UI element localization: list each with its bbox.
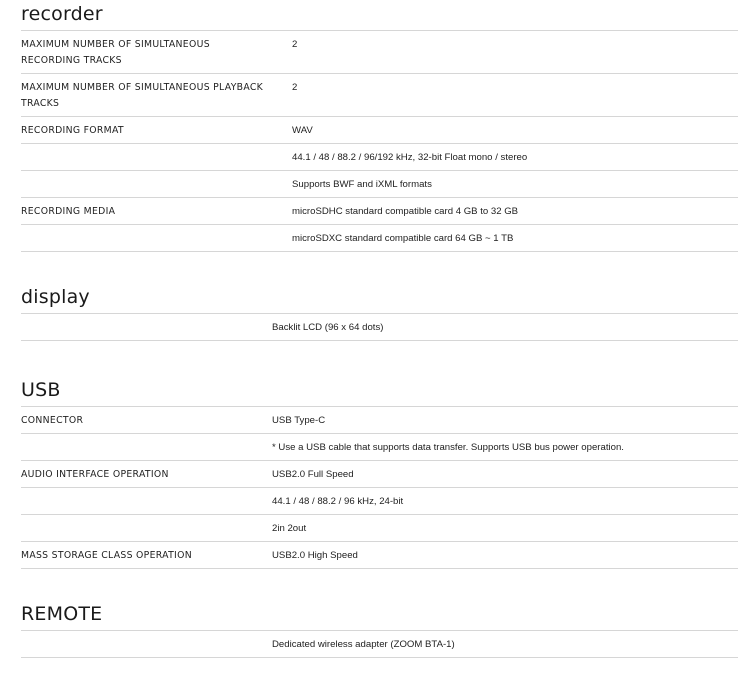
section-usb [21,376,738,569]
spec-key [21,488,272,515]
spec-value: 2in 2out [272,515,738,542]
spec-value: microSDXC standard compatible card 64 GB ~ 1 TB [292,225,738,252]
spec-value: 2 [292,31,738,74]
table-row [21,225,738,252]
spec-key: MASS STORAGE CLASS OPERATION [21,542,272,569]
spec-key [21,144,292,171]
spec-value: 44.1 / 48 / 88.2 / 96/192 kHz, 32-bit Float mono / stereo [292,144,738,171]
spec-key: MAXIMUM NUMBER OF SIMULTANEOUS RECORDING TRACKS [21,31,292,74]
table-row [21,31,738,74]
section-title: USB [21,376,738,407]
table-row [21,631,738,658]
table-row [21,434,738,461]
spec-key [21,434,272,461]
spec-value: 2 [292,74,738,117]
spec-key [21,515,272,542]
spec-value: Dedicated wireless adapter (ZOOM BTA-1) [272,631,738,658]
table-row [21,542,738,569]
table-row [21,488,738,515]
spec-value: WAV [292,117,738,144]
spec-key [21,314,272,341]
table-row [21,117,738,144]
spec-key: RECORDING MEDIA [21,198,292,225]
section-remote [21,600,738,658]
spec-table [21,407,738,569]
spec-key: AUDIO INTERFACE OPERATION [21,461,272,488]
spec-key: CONNECTOR [21,407,272,434]
table-row [21,407,738,434]
section-recorder [21,0,738,252]
table-row [21,198,738,225]
section-display [21,283,738,341]
spec-table [21,31,738,252]
spec-table [21,314,738,341]
spec-value: microSDHC standard compatible card 4 GB to 32 GB [292,198,738,225]
spec-key [21,631,272,658]
table-row [21,314,738,341]
spec-key: RECORDING FORMAT [21,117,292,144]
section-title: recorder [21,0,738,31]
spec-value: USB2.0 High Speed [272,542,738,569]
table-row [21,515,738,542]
spec-value: Supports BWF and iXML formats [292,171,738,198]
spec-value: 44.1 / 48 / 88.2 / 96 kHz, 24-bit [272,488,738,515]
section-title: REMOTE [21,600,738,631]
table-row [21,144,738,171]
spec-table [21,631,738,658]
spec-value: * Use a USB cable that supports data transfer. Supports USB bus power operation. [272,434,738,461]
spec-value: USB Type-C [272,407,738,434]
spec-value: Backlit LCD (96 x 64 dots) [272,314,738,341]
section-title: display [21,283,738,314]
spec-key: MAXIMUM NUMBER OF SIMULTANEOUS PLAYBACK TRACKS [21,74,292,117]
spec-key [21,171,292,198]
spec-value: USB2.0 Full Speed [272,461,738,488]
table-row [21,461,738,488]
spec-key [21,225,292,252]
table-row [21,74,738,117]
table-row [21,171,738,198]
